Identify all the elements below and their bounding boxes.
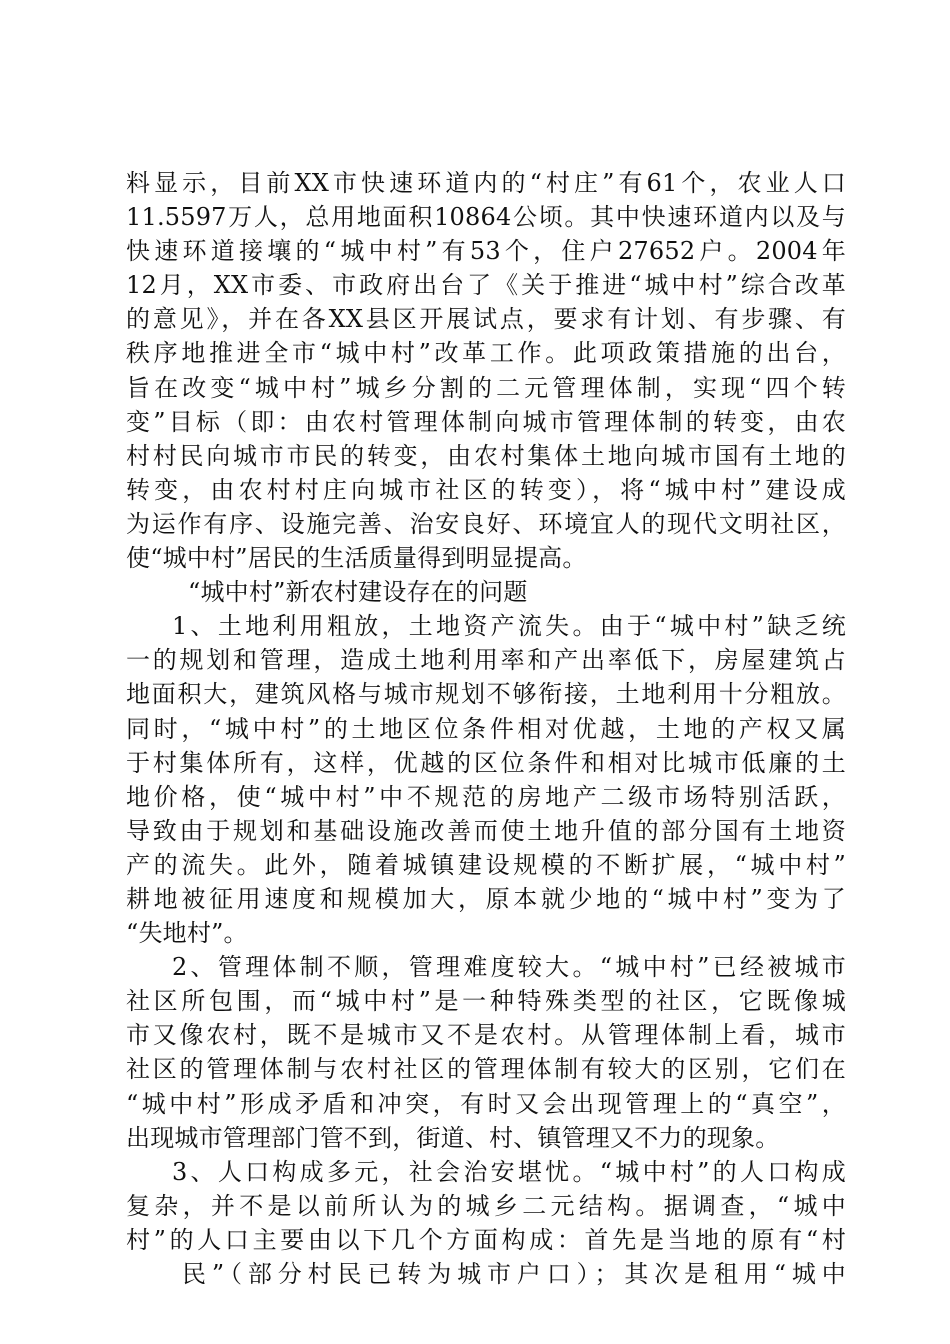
section-heading: “城中村”新农村建设存在的问题 — [188, 578, 528, 607]
text-line: 11.5597万人，总用地面积10864公顷。其中快速环道内以及与 — [126, 203, 846, 232]
paragraph-first-line: 3、人口构成多元，社会治安堪忧。“城中村”的人口构成 — [172, 1157, 846, 1186]
text-line: “失地村”。 — [126, 919, 248, 948]
text-line: 秩序地推进全市“城中村”改革工作。此项政策措施的出台， — [126, 339, 846, 368]
text-line: 耕地被征用速度和规模加大，原本就少地的“城中村”变为了 — [126, 884, 846, 913]
document-body — [126, 166, 846, 1291]
text-line: 一的规划和管理，造成土地利用率和产出率低下，房屋建筑占 — [126, 646, 846, 675]
text-line: 村”的人口主要由以下几个方面构成：首先是当地的原有“村 — [126, 1225, 846, 1254]
text-line: 转变，由农村村庄向城市社区的转变），将“城中村”建设成 — [126, 475, 846, 504]
text-line: 快速环道接壤的“城中村”有53个，住户27652户。2004年 — [126, 237, 846, 266]
text-line: 导致由于规划和基础设施改善而使土地升值的部分国有土地资 — [126, 816, 846, 845]
text-line: 料显示，目前XX市快速环道内的“村庄”有61个，农业人口 — [126, 169, 846, 197]
text-line: 12月，XX市委、市政府出台了《关于推进“城中村”综合改革 — [126, 271, 846, 300]
text-line: 的意见》，并在各XX县区开展试点，要求有计划、有步骤、有 — [126, 305, 846, 334]
text-line: 社区的管理体制与农村社区的管理体制有较大的区别，它们在 — [126, 1055, 846, 1084]
text-line: 同时，“城中村”的土地区位条件相对优越，土地的产权又属 — [126, 714, 846, 743]
text-line: 为运作有序、设施完善、治安良好、环境宜人的现代文明社区， — [126, 509, 846, 538]
text-line: 市又像农村，既不是城市又不是农村。从管理体制上看，城市 — [126, 1021, 846, 1050]
paragraph-first-line: 1、土地利用粗放，土地资产流失。由于“城中村”缺乏统 — [172, 612, 846, 641]
text-line: 变”目标（即：由农村管理体制向城市管理体制的转变，由农 — [126, 407, 846, 436]
text-line: 村村民向城市市民的转变，由农村集体土地向城市国有土地的 — [126, 441, 846, 470]
text-line: 出现城市管理部门管不到，街道、村、镇管理又不力的现象。 — [126, 1123, 780, 1152]
text-line: 地面积大，建筑风格与城市规划不够衔接，土地利用十分粗放。 — [126, 680, 846, 709]
text-line: “城中村”形成矛盾和冲突，有时又会出现管理上的“真空”， — [126, 1089, 846, 1118]
text-line: 复杂，并不是以前所认为的城乡二元结构。据调查，“城中 — [126, 1191, 846, 1220]
text-line: 于村集体所有，这样，优越的区位条件和相对比城市低廉的土 — [126, 748, 846, 777]
text-line: 地价格，使“城中村”中不规范的房地产二级市场特别活跃， — [126, 782, 846, 811]
text-line: 使“城中村”居民的生活质量得到明显提高。 — [126, 544, 587, 573]
text-line: 社区所包围，而“城中村”是一种特殊类型的社区，它既像城 — [126, 987, 846, 1016]
paragraph-first-line: 2、管理体制不顺，管理难度较大。“城中村”已经被城市 — [172, 953, 846, 982]
text-line: 民”（部分村民已转为城市户口）；其次是租用“城中 — [182, 1260, 846, 1288]
text-line: 旨在改变“城中村”城乡分割的二元管理体制，实现“四个转 — [126, 373, 846, 402]
text-line: 产的流失。此外，随着城镇建设规模的不断扩展，“城中村” — [126, 850, 846, 879]
